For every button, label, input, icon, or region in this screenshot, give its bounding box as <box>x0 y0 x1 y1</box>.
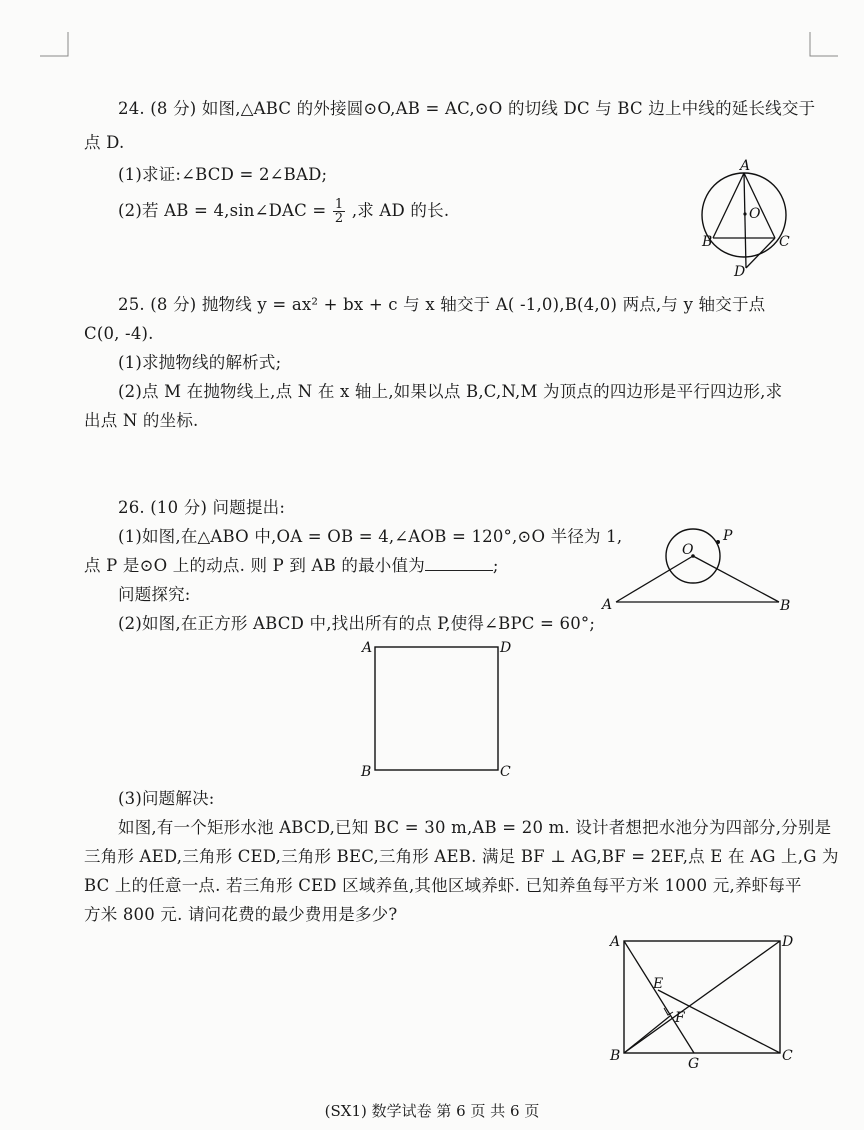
q24-part1: (1)求证:∠BCD = 2∠BAD; <box>118 165 328 184</box>
q24-label-d: D <box>734 264 746 280</box>
q26-square-label-b: B <box>361 764 372 780</box>
q26-rectangle-figure <box>604 928 794 1070</box>
q26-fig1-label-b: B <box>780 598 791 614</box>
q26-fig1-label-a: A <box>602 597 613 613</box>
crop-mark-left <box>38 30 72 58</box>
q26-solve-heading: (3)问题解决: <box>118 789 215 808</box>
q26-part1-line1: (1)如图,在△ABO 中,OA = OB = 4,∠AOB = 120°,⊙O 半径为 1, <box>118 527 623 546</box>
q25-line2: C(0, -4). <box>84 324 154 343</box>
q26-square-label-c: C <box>500 764 511 780</box>
q25-part2-line2: 出点 N 的坐标. <box>84 411 199 430</box>
q26-part1-line2 <box>84 555 499 577</box>
q26-rect-label-a: A <box>610 934 621 950</box>
q24-label-o: O <box>749 206 761 222</box>
q26-part3-line4: 方米 800 元. 请问花费的最少费用是多少? <box>84 905 398 924</box>
q24-line1: 24. (8 分) 如图,△ABC 的外接圆⊙O,AB = AC,⊙O 的切线 DC 与 BC 边上中线的延长线交于 <box>118 99 816 118</box>
q26-rect-label-g: G <box>688 1056 700 1070</box>
q26-square-figure <box>356 636 516 780</box>
q25-line1: 25. (8 分) 抛物线 y = ax² + bx + c 与 x 轴交于 A( -1,0),B(4,0) 两点,与 y 轴交于点 <box>118 295 766 314</box>
q26-part1-text: 点 P 是⊙O 上的动点. 则 P 到 AB 的最小值为 <box>84 556 425 575</box>
q26-part2: (2)如图,在正方形 ABCD 中,找出所有的点 P,使得∠BPC = 60°; <box>118 614 596 633</box>
page-footer: (SX1) 数学试卷 第 6 页 共 6 页 <box>324 1102 540 1120</box>
q24-part2-b: ,求 AD 的长. <box>351 201 450 220</box>
q24-label-b: B <box>702 234 713 250</box>
q26-square-label-a: A <box>362 640 373 656</box>
q24-part2 <box>118 198 449 225</box>
q26-title: 26. (10 分) 问题提出: <box>118 498 286 517</box>
crop-mark-right <box>806 30 840 58</box>
q26-part1-tail: ; <box>492 556 499 575</box>
q26-square-label-d: D <box>500 640 512 656</box>
q24-label-c: C <box>779 234 790 250</box>
answer-blank[interactable] <box>425 556 493 571</box>
q25-part1: (1)求抛物线的解析式; <box>118 353 282 372</box>
q26-rect-label-c: C <box>782 1048 793 1064</box>
q26-rect-label-e: E <box>653 976 664 992</box>
q26-part3-line2: 三角形 AED,三角形 CED,三角形 BEC,三角形 AEB. 满足 BF ⊥ AG,BF = 2EF,点 E 在 AG 上,G 为 <box>84 847 839 866</box>
q26-explore-heading: 问题探究: <box>118 585 191 604</box>
q24-part2-a: (2)若 AB = 4,sin∠DAC = <box>118 201 327 220</box>
q25-part2-line1: (2)点 M 在抛物线上,点 N 在 x 轴上,如果以点 B,C,N,M 为顶点的四边形是平行四边形,求 <box>118 382 783 401</box>
q26-triangle-figure <box>598 518 794 618</box>
q26-rect-label-b: B <box>610 1048 621 1064</box>
q24-fraction-numerator: 1 <box>334 197 344 212</box>
q24-figure <box>696 150 806 282</box>
q24-fraction-denominator: 2 <box>334 211 344 226</box>
q26-fig1-label-o: O <box>682 542 694 558</box>
q26-part3-line1: 如图,有一个矩形水池 ABCD,已知 BC = 30 m,AB = 20 m. 设计者想把水池分为四部分,分别是 <box>118 818 832 837</box>
q26-part3-line3: BC 上的任意一点. 若三角形 CED 区域养鱼,其他区域养虾. 已知养鱼每平方米 1000 元,养虾每平 <box>84 876 802 895</box>
q24-line2: 点 D. <box>84 133 125 152</box>
q24-label-a: A <box>740 158 751 174</box>
q26-rect-label-f: F <box>675 1010 685 1026</box>
q26-fig1-label-p: P <box>723 528 733 544</box>
q24-fraction <box>333 198 345 225</box>
q26-rect-label-d: D <box>782 934 794 950</box>
